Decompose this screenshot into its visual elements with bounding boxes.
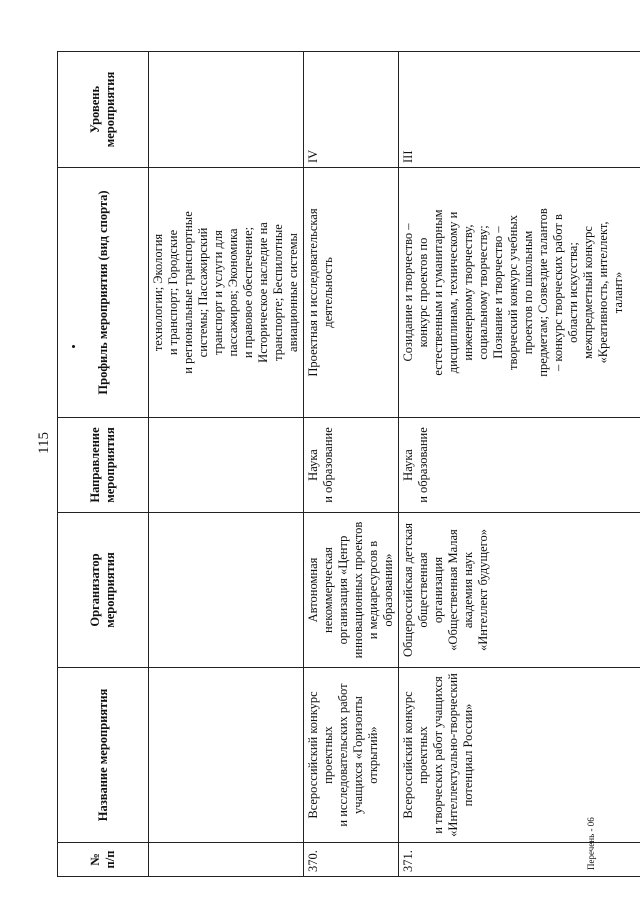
header-name: Название мероприятия (58, 668, 149, 843)
row-num: 371. (399, 843, 640, 877)
cont-direction (149, 418, 304, 513)
cont-level (149, 52, 304, 168)
footer-note: Перечень - 06 (586, 817, 596, 870)
header-level: Уровень мероприятия (58, 52, 149, 168)
table-row (399, 52, 640, 877)
events-table (57, 51, 640, 877)
table-row (304, 52, 399, 877)
row-direction: Наука и образование (304, 418, 399, 513)
cont-num (149, 843, 304, 877)
table-header-row (58, 52, 149, 877)
row-level: III (399, 52, 640, 168)
header-direction: Направление мероприятия (58, 418, 149, 513)
row-organizer: Автономная некоммерческая организация «Центр инновационных проектов и медиаресурсов в образовании» (304, 513, 399, 668)
page-number: 115 (36, 432, 52, 454)
header-organizer: Организатор мероприятия (58, 513, 149, 668)
row-name: Всероссийский конкурс проектных и исследовательских работ учащихся «Горизонты открытий» (304, 668, 399, 843)
row-organizer: Общероссийская детская общественная организация «Общественная Малая академия наук «Интеллект будущего» (399, 513, 640, 668)
row-num: 370. (304, 843, 399, 877)
cont-profile: технологии; Экология и транспорт; Городские и региональные транспортные системы; Пассажирский транспорт и услуги для пассажиров; Экономика и правовое обеспечение; Историческое наследие на транспорте; Беспилотные авиационные системы (149, 168, 304, 418)
cont-organizer (149, 513, 304, 668)
row-profile: Созидание и творчество – конкурс проектов по естественным и гуманитарным дисциплинам, техническому и инженерному творчеству, социальному творчеству; Познание и творчество – творческий конкурс учебных проектов по школьным предметам; Созвездие талантов – конкурс творческих работ в области искусства; межпредметный конкурс «Креативность, интеллект, талант» (399, 168, 640, 418)
events-table-wrapper (57, 52, 625, 877)
row-name: Всероссийский конкурс проектных и творческих работ учащихся «Интеллектуально-творческий потенциал России» (399, 668, 640, 843)
cont-name (149, 668, 304, 843)
header-num: № п/п (58, 843, 149, 877)
row-direction: Наука и образование (399, 418, 640, 513)
row-level: IV (304, 52, 399, 168)
table-row-continuation (149, 52, 304, 877)
row-profile: Проектная и исследовательская деятельность (304, 168, 399, 418)
header-profile: Профиль мероприятия (вид спорта) (58, 168, 149, 418)
